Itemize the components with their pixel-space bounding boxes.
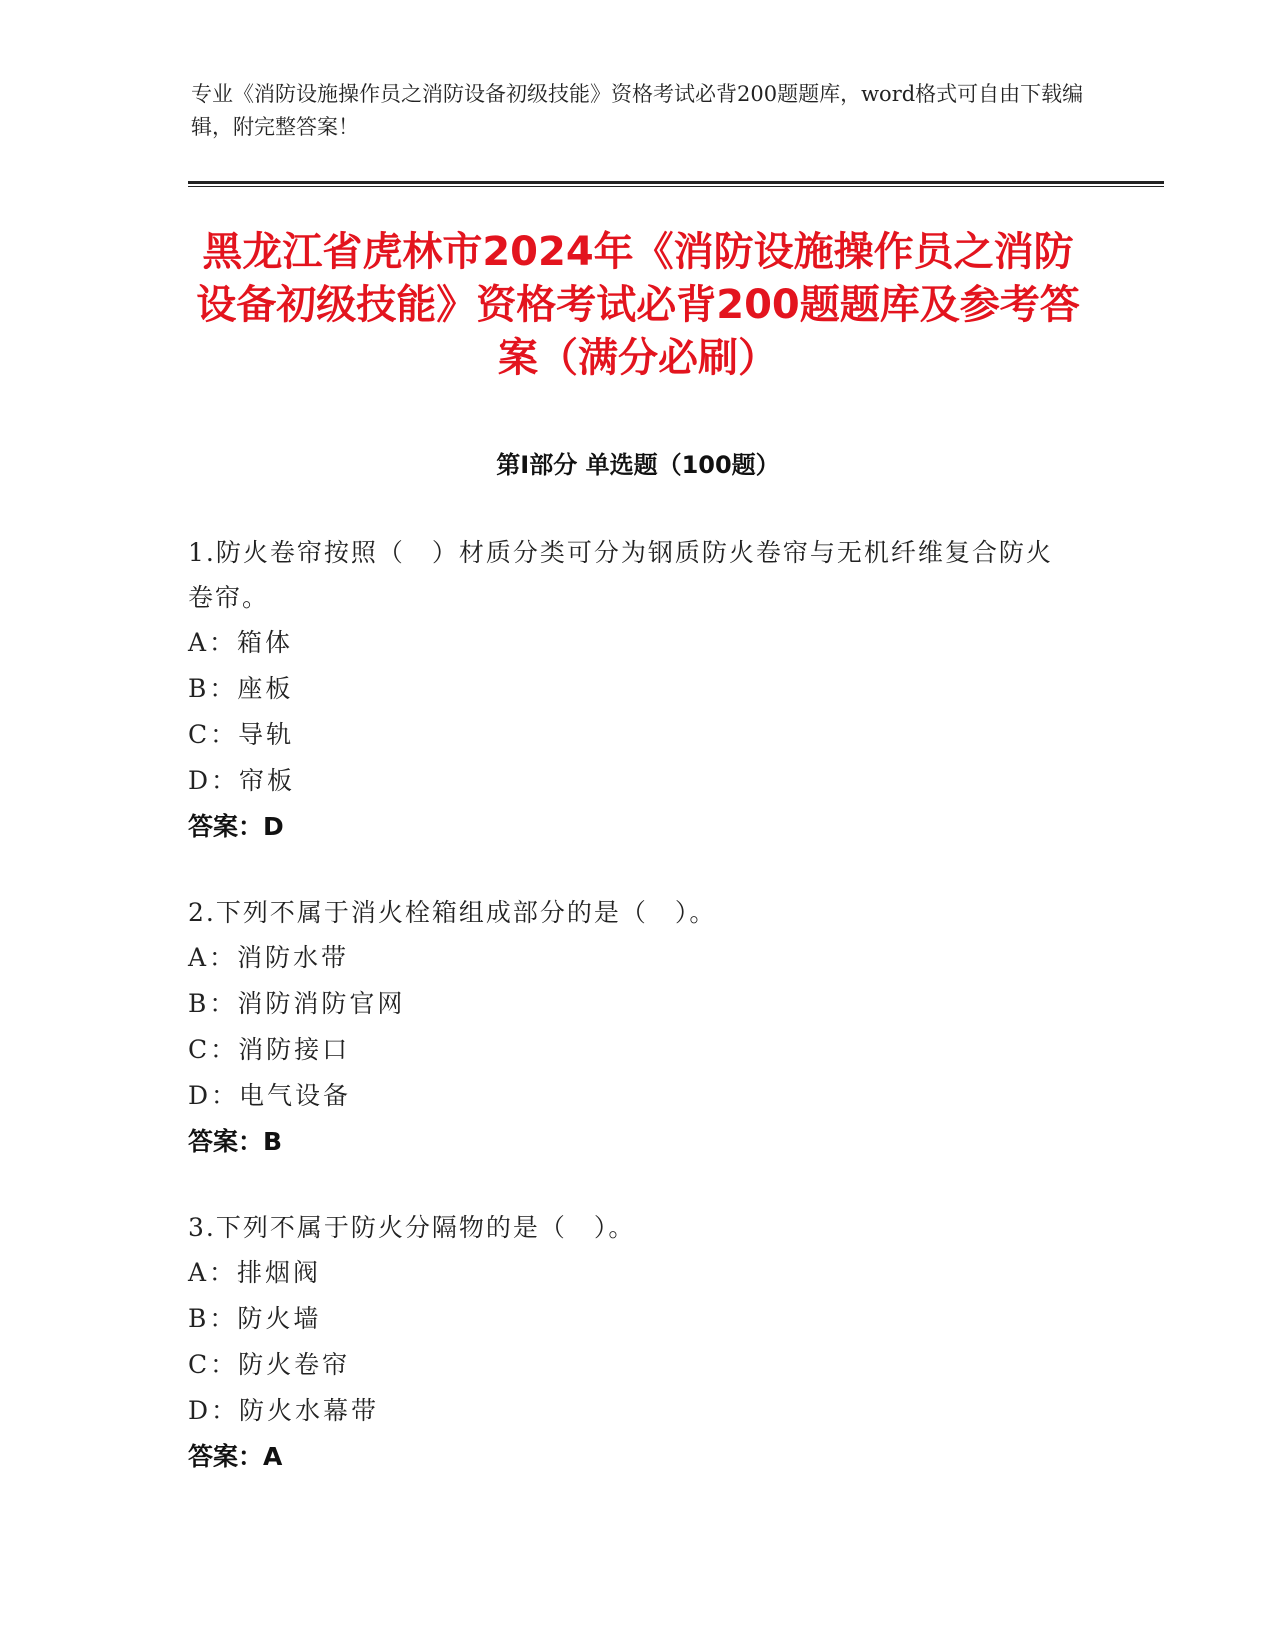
option-d: D：电气设备 bbox=[188, 1081, 352, 1110]
question-item bbox=[188, 890, 1068, 1165]
option-c: C：防火卷帘 bbox=[188, 1350, 351, 1379]
header-rule-thick bbox=[188, 181, 1164, 184]
question-stem: 1.防火卷帘按照（ ）材质分类可分为钢质防火卷帘与无机纤维复合防火卷帘。 bbox=[188, 538, 1053, 612]
header-rule-thin bbox=[188, 186, 1164, 187]
option-d: D：帘板 bbox=[188, 766, 296, 795]
section-title: 第Ⅰ部分 单选题（100题） bbox=[496, 451, 780, 479]
option-b: B：防火墙 bbox=[188, 1304, 322, 1333]
option-b: B：座板 bbox=[188, 674, 294, 703]
answer-line: 答案：D bbox=[188, 812, 284, 841]
option-b: B：消防消防官网 bbox=[188, 989, 406, 1018]
question-stem: 2.下列不属于消火栓箱组成部分的是（ ）。 bbox=[188, 898, 717, 927]
header-note: 专业《消防设施操作员之消防设备初级技能》资格考试必背200题题库，word格式可自由下载编辑，附完整答案！ bbox=[191, 82, 1084, 139]
option-a: A：箱体 bbox=[188, 628, 294, 657]
question-stem: 3.下列不属于防火分隔物的是（ ）。 bbox=[188, 1213, 636, 1242]
document-title: 黑龙江省虎林市2024年《消防设施操作员之消防设备初级技能》资格考试必背200题题库及参考答案（满分必刷） bbox=[196, 229, 1080, 381]
option-c: C：消防接口 bbox=[188, 1035, 351, 1064]
option-a: A：消防水带 bbox=[188, 943, 350, 972]
question-item bbox=[188, 1205, 1068, 1480]
answer-line: 答案：B bbox=[188, 1127, 283, 1156]
question-item bbox=[188, 530, 1068, 850]
question-list bbox=[188, 530, 1068, 1520]
answer-line: 答案：A bbox=[188, 1442, 283, 1471]
option-a: A：排烟阀 bbox=[188, 1258, 322, 1287]
option-d: D：防火水幕带 bbox=[188, 1396, 380, 1425]
option-c: C：导轨 bbox=[188, 720, 295, 749]
